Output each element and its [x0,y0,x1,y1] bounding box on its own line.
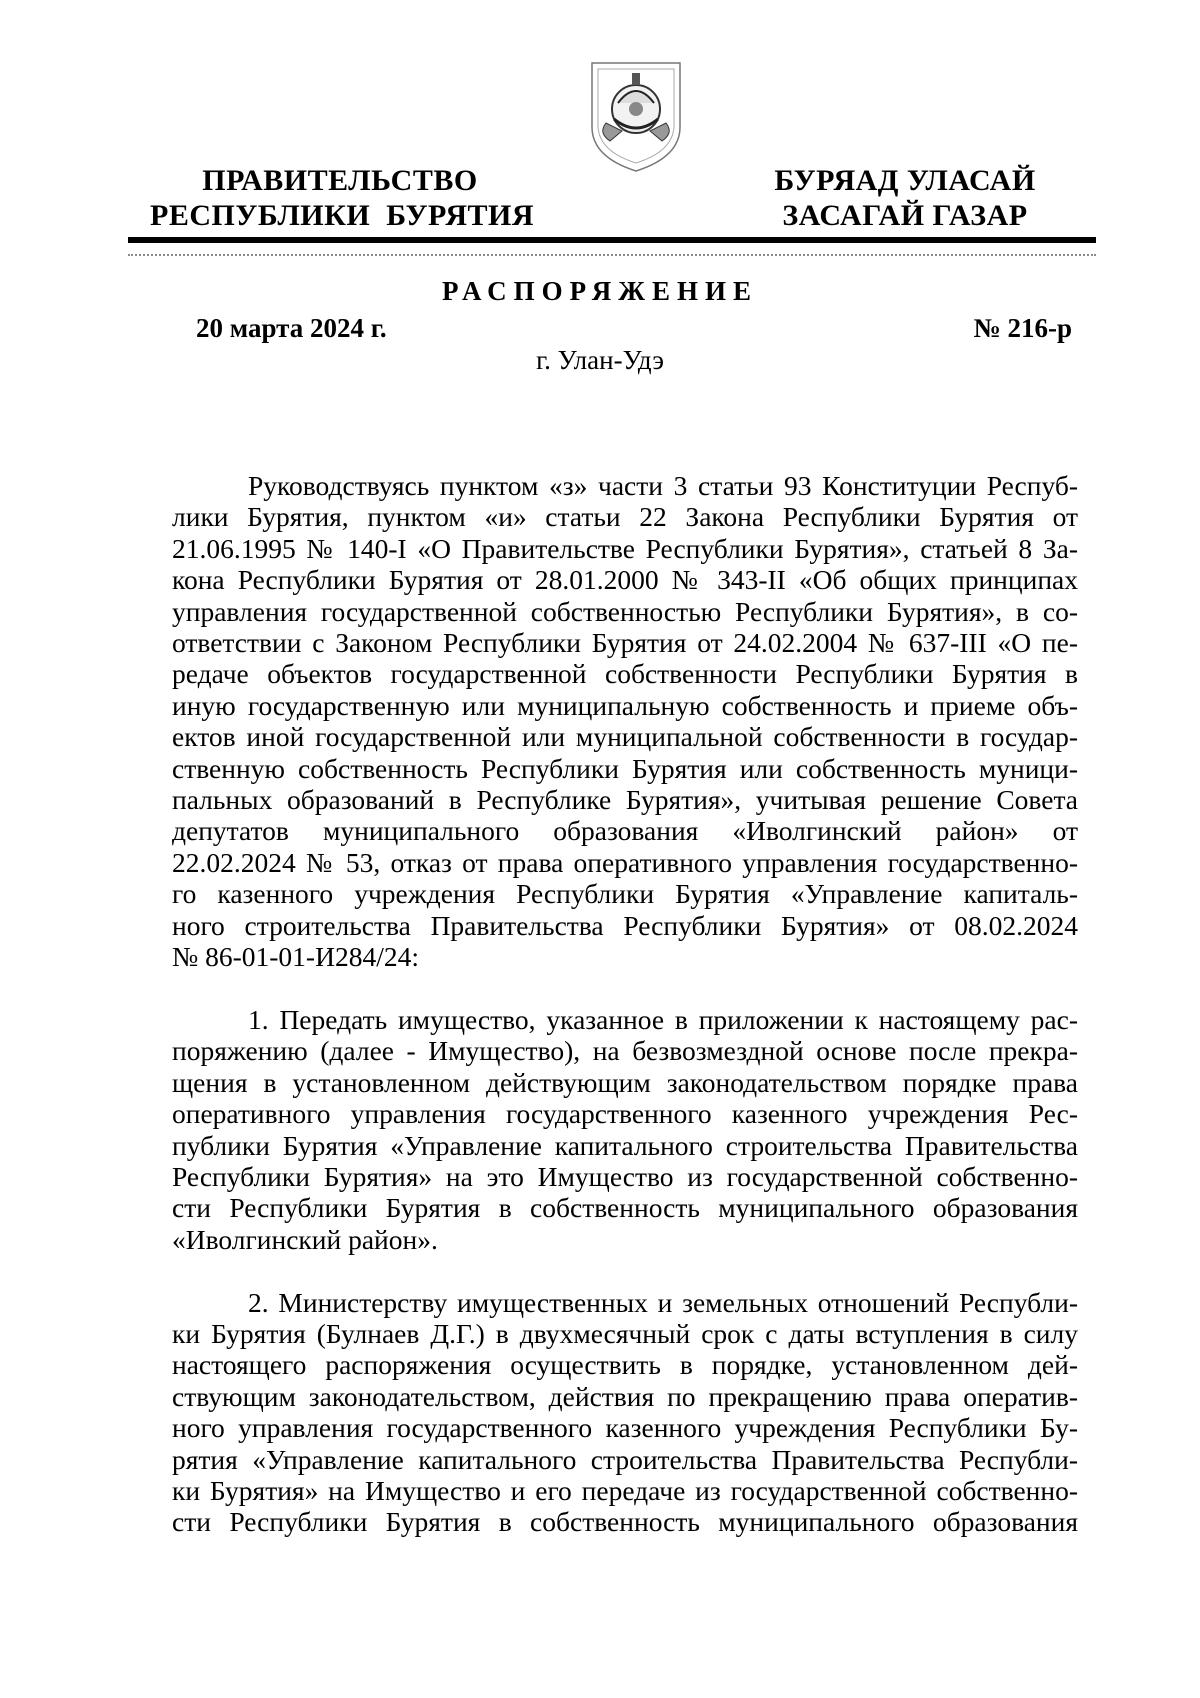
header-divider-dotted [128,254,1096,256]
paragraph-line: Республики Бурятия» на это Имущество из государственной собственно- [172,1160,1078,1192]
document-number: № 216-р [973,313,1072,343]
paragraph [172,1287,1078,1538]
paragraph-line: поряжению (далее - Имущество), на безвозмездной основе после прекра- [172,1035,1078,1067]
paragraph-gap [172,973,1078,1004]
paragraph-line: 2. Министерству имущественных и земельных отношений Республи- [248,1286,1078,1318]
paragraph-line: 1. Передать имущество, указанное в приложении к настоящему рас- [248,1003,1078,1035]
header-left-line2: РЕСПУБЛИКИ БУРЯТИЯ [150,199,535,232]
paragraph-line: кона Республики Бурятия от 28.01.2000 № 343-II «Об общих принципах [172,564,1078,596]
header-divider-thick [128,237,1096,243]
paragraph-line: го казенного учреждения Республики Бурятия «Управление капиталь- [172,878,1078,910]
paragraph-line: 21.06.1995 № 140-I «О Правительстве Республики Бурятия», статьей 8 За- [172,532,1078,564]
paragraph-line: ственную собственность Республики Бурятия или собственность муници- [172,752,1078,784]
paragraph-line: настоящего распоряжения осуществить в порядке, установленном дей- [172,1349,1078,1381]
paragraph-line: ки Бурятия (Булнаев Д.Г.) в двухмесячный срок с даты вступления в силу [172,1317,1078,1349]
paragraph-line: депутатов муниципального образования «Иволгинский район» от [172,815,1078,847]
header-right-line1: БУРЯАД УЛАСАЙ [774,164,1036,197]
paragraph-line: ответствии с Законом Республики Бурятия от 24.02.2004 № 637-III «О пе- [172,627,1078,659]
paragraph-line: иную государственную или муниципальную собственность и приеме объ- [172,689,1078,721]
paragraph-line: рятия «Управление капитального строительства Правительства Республи- [172,1443,1078,1475]
document-city: г. Улан-Удэ [536,345,664,375]
paragraph-line: № 86-01-01-И284/24: [172,941,419,973]
paragraph-line: ствующим законодательством, действия по прекращению права оператив- [172,1380,1078,1412]
paragraph-line: лики Бурятия, пунктом «и» статьи 22 Закона Республики Бурятия от [172,501,1078,533]
paragraph-line: сти Республики Бурятия в собственность муниципального образования [172,1192,1078,1224]
paragraph-gap [172,1255,1078,1286]
paragraph-line: ки Бурятия» на Имущество и его передаче из государственной собственно- [172,1474,1078,1506]
paragraph [172,1004,1078,1255]
paragraph-line: пальных образований в Республике Бурятия», учитывая решение Совета [172,784,1078,816]
paragraph-line: 22.02.2024 № 53, отказ от права оперативного управления государственно- [172,846,1078,878]
document-body [172,470,1078,1538]
paragraph-line: ного управления государственного казенного учреждения Республики Бу- [172,1412,1078,1444]
paragraph-line: публики Бурятия «Управление капитального строительства Правительства [172,1129,1078,1161]
coat-of-arms-emblem [588,57,684,175]
paragraph-line: сти Республики Бурятия в собственность муниципального образования [172,1506,1078,1538]
document-type: РАСПОРЯЖЕНИЕ [441,276,759,306]
paragraph [172,470,1078,973]
paragraph-line: управления государственной собственностью Республики Бурятия», в со- [172,595,1078,627]
header-right [760,163,1050,233]
paragraph-line: ного строительства Правительства Республики Бурятия» от 08.02.2024 [172,909,1078,941]
header-right-line2: ЗАСАГАЙ ГАЗАР [782,199,1028,232]
header-left [150,163,535,233]
paragraph-line: «Иволгинский район». [172,1223,438,1255]
paragraph-line: щения в установленном действующим законодательством порядке права [172,1066,1078,1098]
paragraph-line: оперативного управления государственного казенного учреждения Рес- [172,1098,1078,1130]
paragraph-line: Руководствуясь пунктом «з» части 3 статьи 93 Конституции Респуб- [248,470,1078,501]
paragraph-line: редаче объектов государственной собственности Республики Бурятия в [172,658,1078,690]
document-date: 20 марта 2024 г. [196,313,387,343]
paragraph-line: ектов иной государственной или муниципальной собственности в государ- [172,721,1078,753]
header-left-line1: ПРАВИТЕЛЬСТВО [202,164,478,197]
